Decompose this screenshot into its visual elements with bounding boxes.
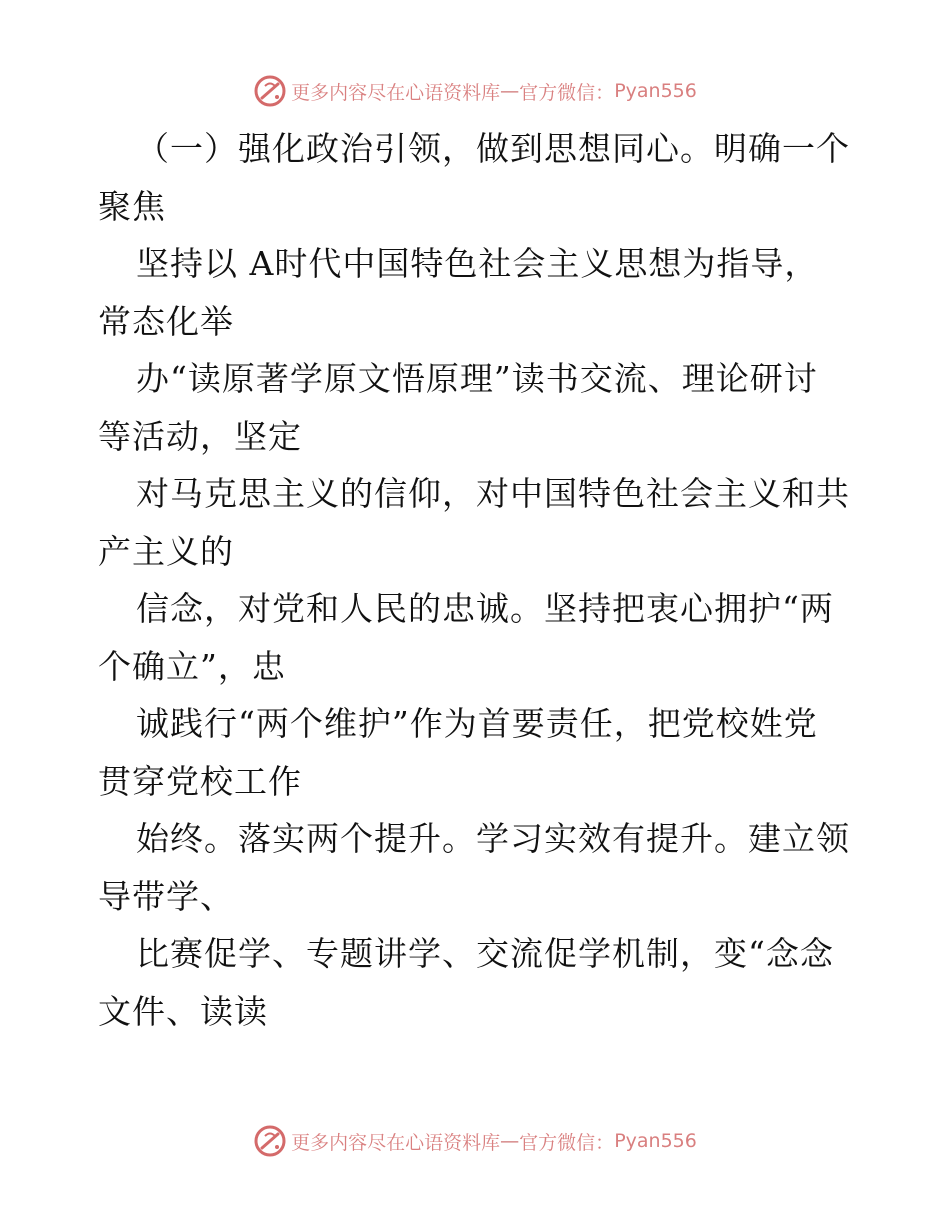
paragraph-continuation: 导带学、: [98, 876, 234, 916]
paragraph: [98, 695, 858, 810]
paragraph-continuation: 贯穿党校工作: [98, 761, 302, 801]
paragraph: [98, 465, 858, 580]
paragraph-first-line: 比赛促学、专题讲学、交流促学机制，变“念念: [136, 934, 834, 973]
paragraph-first-line: 始终。落实两个提升。学习实效有提升。建立领: [136, 819, 850, 858]
watermark-title: 更多内容尽在心语资料库: [291, 1131, 501, 1154]
watermark-wechat-label: 官方微信：: [519, 81, 615, 104]
paragraph-continuation: 聚焦: [98, 186, 166, 226]
paragraph-continuation: 个确立”，忠: [98, 646, 286, 686]
watermark-dash: —: [500, 80, 520, 102]
paragraph-first-line: 诚践行“两个维护”作为首要责任，把党校姓党: [136, 704, 818, 743]
watermark-wechat-id: Pyan556: [614, 1130, 697, 1152]
paragraph-continuation: 常态化举: [98, 301, 234, 341]
watermark-dash: —: [500, 1130, 520, 1152]
paragraph-continuation: 产主义的: [98, 531, 234, 571]
paragraph-continuation: 文件、读读: [98, 991, 268, 1031]
paragraph-first-line: （一）强化政治引领，做到思想同心。明确一个: [136, 129, 850, 168]
logo-icon: [253, 1124, 287, 1158]
watermark-wechat-label: 官方微信：: [519, 1131, 615, 1154]
watermark-title: 更多内容尽在心语资料库: [291, 81, 501, 104]
paragraph-first-line: 信念，对党和人民的忠诚。坚持把衷心拥护“两: [136, 589, 834, 628]
paragraph-first-line: 对马克思主义的信仰，对中国特色社会主义和共: [136, 474, 850, 513]
footer-watermark: [0, 1121, 950, 1161]
paragraph: [98, 810, 858, 925]
paragraph-continuation: 等活动，坚定: [98, 416, 302, 456]
paragraph: [98, 925, 858, 1040]
paragraph: [98, 350, 858, 465]
document-body: [98, 120, 858, 1040]
paragraph-first-line: 坚持以 A时代中国特色社会主义思想为指导，: [136, 244, 819, 283]
watermark-wechat-id: Pyan556: [614, 80, 697, 102]
paragraph: [98, 235, 858, 350]
paragraph: [98, 120, 858, 235]
paragraph-first-line: 办“读原著学原文悟原理”读书交流、理论研讨: [136, 359, 818, 398]
paragraph: [98, 580, 858, 695]
logo-icon: [253, 74, 287, 108]
header-watermark: [0, 71, 950, 111]
